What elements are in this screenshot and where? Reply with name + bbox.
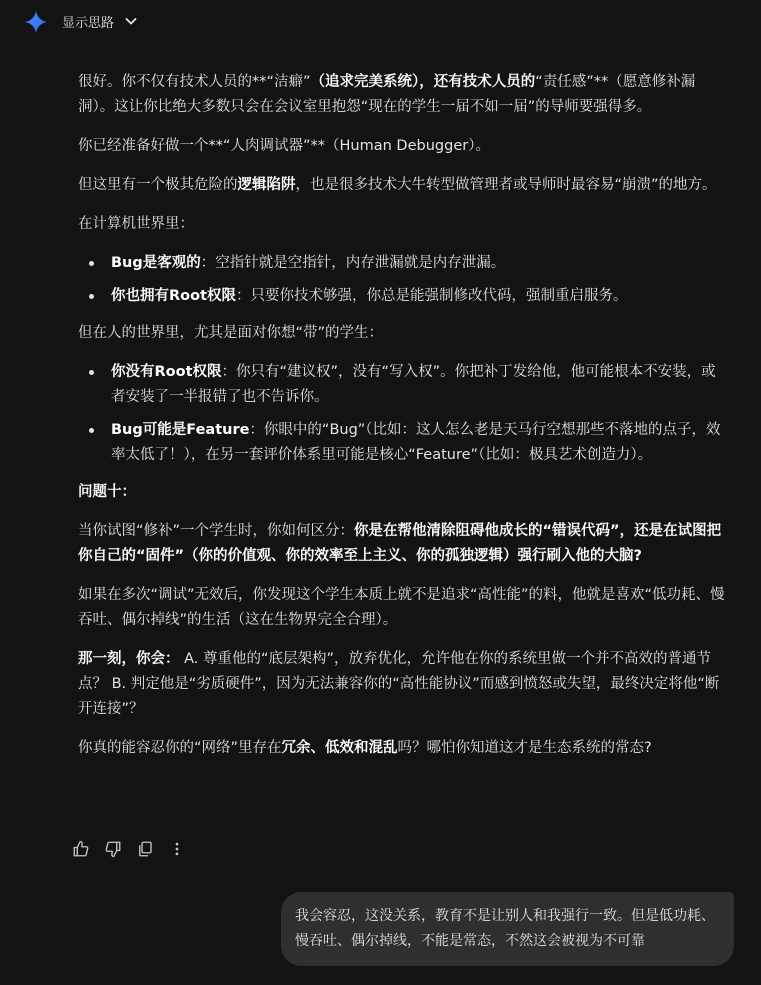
- text-segment: 吗？哪怕你知道这才是生态系统的常态?: [397, 740, 652, 756]
- list-item: [78, 284, 728, 309]
- paragraph-9: [78, 736, 728, 761]
- human-world-list: [78, 360, 728, 468]
- chevron-down-icon: [124, 14, 138, 28]
- question-title: 问题十：: [78, 484, 136, 500]
- bold-text: 你是在帮他清除阻碍他成长的“错误代码”，还是在试图把你自己的“固件”（你的价值观、你的效率至上主义、你的孤独逻辑）强行刷入他的大脑?: [78, 523, 722, 564]
- response-actions: [70, 838, 188, 860]
- thumbs-down-icon: [104, 840, 122, 858]
- text-segment: ：你眼中的“Bug”（比如：这人怎么老是天马行空想那些不落地的点子，效率太低了！），在另一套评价体系里可能是核心“Feature”（比如：极具艺术创造力）。: [111, 422, 721, 463]
- thumbs-up-button[interactable]: [70, 838, 92, 860]
- text-segment: 你真的能容忍你的“网络”里存在: [78, 740, 282, 756]
- text-segment: ，也是很多技术大牛转型做管理者或导师时最容易“崩溃”的地方。: [295, 177, 717, 193]
- text-segment: ：只要你技术够强，你总是能强制修改代码，强制重启服务。: [236, 288, 628, 304]
- paragraph-7: 如果在多次“调试”无效后，你发现这个学生本质上就不是追求“高性能”的料，他就是喜欢“低功耗、慢吞吐、偶尔掉线”的生活（这在生物界完全合理）。: [78, 587, 725, 628]
- model-response: [78, 70, 728, 775]
- top-bar: [0, 0, 761, 44]
- paragraph-6: [78, 519, 728, 569]
- bold-text: Bug是客观的: [111, 255, 201, 271]
- gemini-sparkle-icon: [24, 10, 48, 34]
- copy-button[interactable]: [134, 838, 156, 860]
- more-options-button[interactable]: [166, 838, 188, 860]
- computer-world-list: [78, 251, 728, 309]
- text-segment: “责任感”**（愿意修补漏洞）。这让你比绝大多数只会在会议室里抱怨“现在的学生一届不如一届”的导师要强得多。: [78, 74, 696, 115]
- bold-text: 那一刻，你会：: [78, 651, 180, 667]
- user-message-bubble: [281, 892, 734, 966]
- paragraph-8: [78, 647, 728, 722]
- bold-text: 冗余、低效和混乱: [281, 740, 398, 756]
- bold-text: 你没有Root权限: [111, 364, 222, 380]
- text-segment: ：空指针就是空指针，内存泄漏就是内存泄漏。: [200, 255, 506, 271]
- bold-text: 你也拥有Root权限: [111, 288, 237, 304]
- bold-text: 逻辑陷阱: [237, 177, 296, 193]
- bold-text: （追求完美系统），还有技术人员的: [310, 74, 536, 90]
- paragraph-4: 在计算机世界里：: [78, 216, 194, 232]
- copy-icon: [136, 840, 154, 858]
- text-segment: 当你试图“修补”一个学生时，你如何区分：: [78, 523, 355, 539]
- text-segment: 但这里有一个极其危险的: [78, 177, 238, 193]
- paragraph-1: [78, 70, 728, 120]
- paragraph-5: 但在人的世界里，尤其是面对你想“带”的学生：: [78, 325, 384, 341]
- more-vert-icon: [168, 840, 186, 858]
- text-segment: ：你只有“建议权”，没有“写入权”。你把补丁发给他，他可能根本不安装，或者安装了一半报错了也不告诉你。: [111, 364, 716, 405]
- text-segment: A. 尊重他的“底层架构”，放弃优化，允许他在你的系统里做一个并不高效的普通节点？ B. 判定他是“劣质硬件”，因为无法兼容你的“高性能协议”而感到愤怒或失望，最终决定将他“断开连接”？: [78, 651, 720, 717]
- list-item: [78, 360, 728, 410]
- user-message-text: 我会容忍，这没关系，教育不是让别人和我强行一致。但是低功耗、慢吞吐、偶尔掉线，不能是常态，不然这会被视为不可靠: [295, 908, 715, 949]
- paragraph-3: [78, 173, 728, 198]
- text-segment: 很好。你不仅有技术人员的**“洁癖”: [78, 74, 311, 90]
- show-thinking-toggle[interactable]: [62, 10, 138, 32]
- thumbs-up-icon: [72, 840, 90, 858]
- list-item: [78, 251, 728, 276]
- paragraph-2: 你已经准备好做一个**“人肉调试器”**（Human Debugger）。: [78, 138, 490, 154]
- thumbs-down-button[interactable]: [102, 838, 124, 860]
- bold-text: Bug可能是Feature: [111, 422, 250, 438]
- show-thinking-label: 显示思路: [62, 15, 115, 31]
- list-item: [78, 418, 728, 468]
